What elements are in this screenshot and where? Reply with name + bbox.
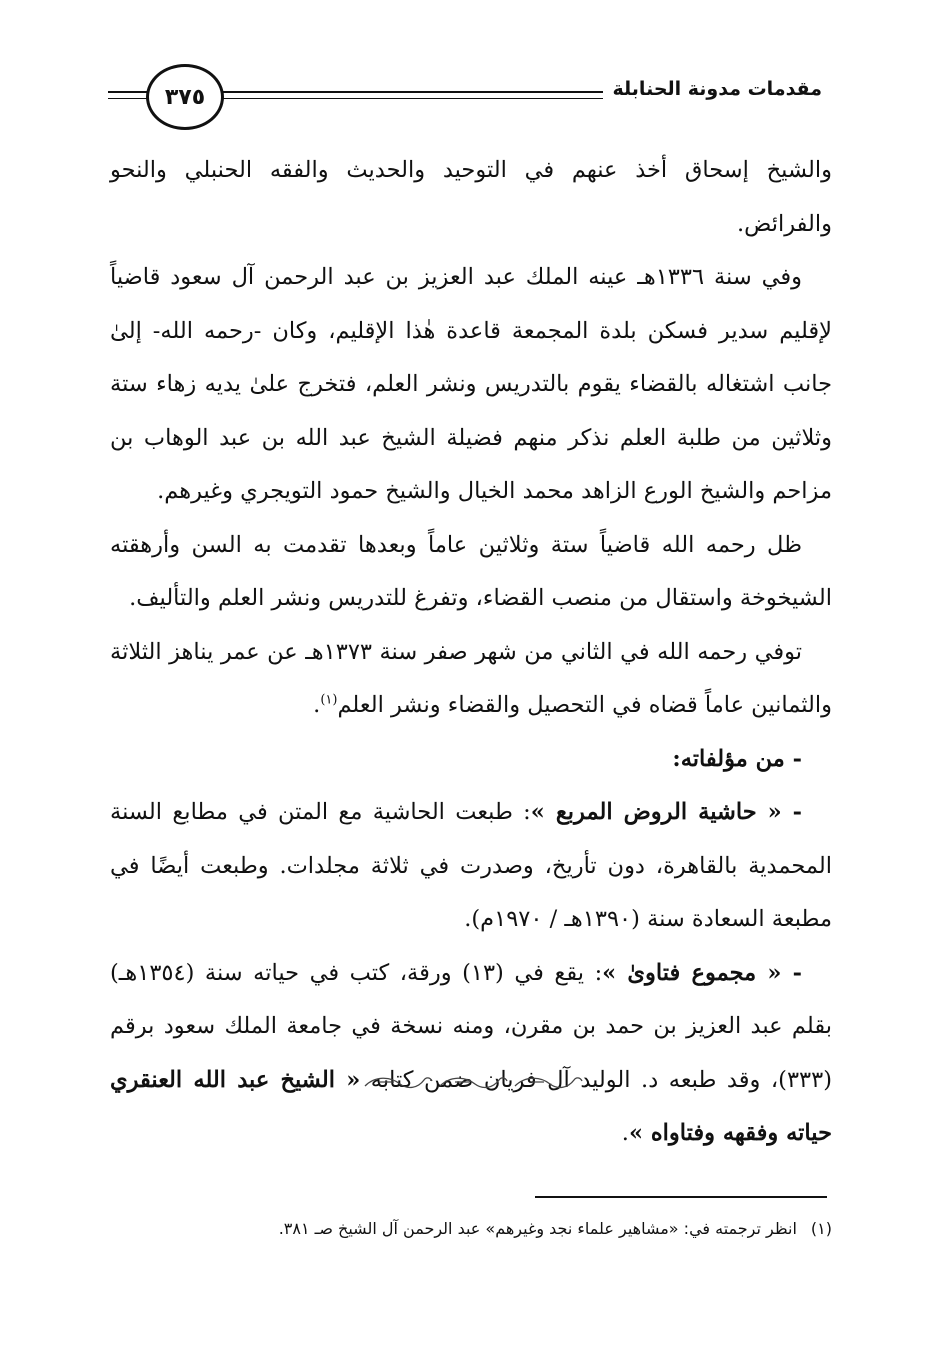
header-rule-left-bottom <box>108 98 148 99</box>
works-heading: - من مؤلفاته: <box>672 745 802 772</box>
paragraph-1: والشيخ إسحاق أخذ عنهم في التوحيد والحديث والفقه الحنبلي والنحو والفرائض. <box>110 157 832 237</box>
ornament-divider <box>360 1072 590 1094</box>
page-number-badge <box>146 64 224 130</box>
running-header <box>603 78 832 100</box>
paragraph-4 <box>110 626 832 733</box>
paragraph-4-text: توفي رحمه الله في الثاني من شهر صفر سنة ١٣٧٣هـ عن عمر يناهز الثلاثة والثمانين عاماً قضاه في التحصيل والقضاء ونشر العلم <box>110 638 832 718</box>
work-item-2-text: : يقع في (١٣) ورقة، كتب في حياته سنة (١٣٥٤هـ) بقلم عبد العزيز بن حمد بن مقرن، ومنه نسخة في جامعة الملك سعود برقم (٣٣٣)، وقد طبعه د. الوليد آل فريان ضمن كتابه <box>110 959 832 1093</box>
footnote-separator <box>535 1196 827 1198</box>
work-item-2 <box>110 947 832 1161</box>
work-item-1-text: : طبعت الحاشية مع المتن في مطابع السنة المحمدية بالقاهرة، دون تأريخ، وصدرت في ثلاثة مجلدات. وطبعت أيضًا في مطبعة السعادة سنة (١٣٩٠هـ / ١٩٧٠م). <box>110 799 832 932</box>
footnote-number: (١) <box>810 1219 832 1238</box>
work-item-1-title: - « حاشية الروض المربع » <box>530 799 802 825</box>
running-header-title: مقدمات مدونة الحنابلة <box>612 78 822 100</box>
footnote-text: انظر ترجمته في: «مشاهير علماء نجد وغيرهم» عبد الرحمن آل الشيخ صـ ٣٨١. <box>278 1219 797 1238</box>
page-number: ٣٧٥ <box>164 84 206 110</box>
footnote-ref: (١) <box>320 692 338 708</box>
paragraph-2: وفي سنة ١٣٣٦هـ عينه الملك عبد العزيز بن عبد الرحمن آل سعود قاضياً لإقليم سدير فسكن بلدة المجمعة قاعدة هٰذا الإقليم، وكان -رحمه الله- إلىٰ جانب اشتغاله بالقضاء يقوم بالتدريس ونشر العلم، فتخرج علىٰ يديه زهاء ستة وثلاثين من طلبة العلم نذكر منهم فضيلة الشيخ عبد الله بن عبد الوهاب بن مزاحم والشيخ الورع الزاهد محمد الخيال والشيخ حمود التويجري وغيرهم. <box>110 264 832 504</box>
main-text <box>110 144 832 1161</box>
work-item-2-book: « الشيخ عبد الله العنقري حياته وفقهه وفتاواه » <box>110 1066 832 1146</box>
work-item-2-end: . <box>621 1120 629 1146</box>
paragraph-4-end: . <box>313 692 321 718</box>
work-item-2-title: - « مجموع فتاوىٰ » <box>602 959 803 986</box>
work-item-1 <box>110 786 832 947</box>
header-rule-left-top <box>108 91 148 93</box>
footnote <box>110 1216 832 1242</box>
paragraph-3: ظل رحمه الله قاضياً ستة وثلاثين عاماً وبعدها تقدمت به السن وأرهقته الشيخوخة واستقال من منصب القضاء، وتفرغ للتدريس ونشر العلم والتأليف. <box>110 531 832 611</box>
